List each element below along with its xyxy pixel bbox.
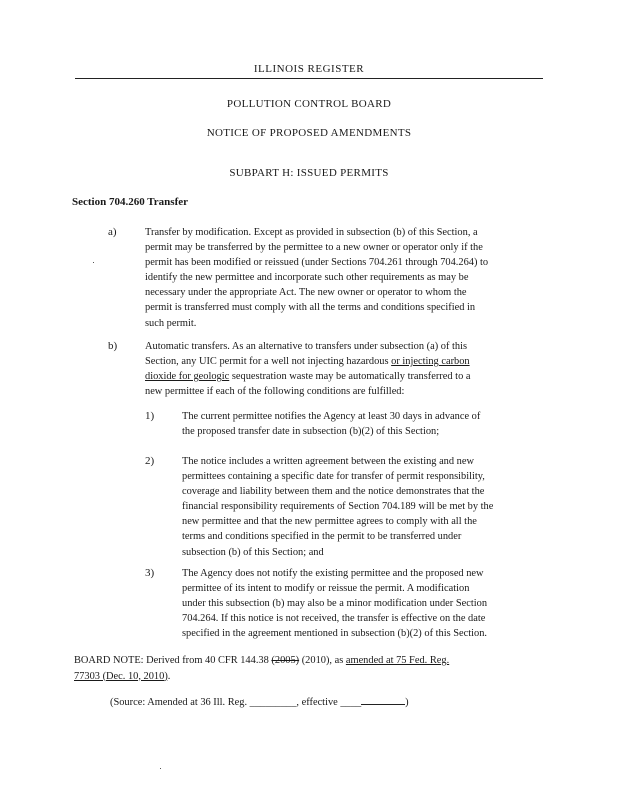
board-note-text: (2010), as	[299, 655, 346, 666]
item-a-line: Transfer by modification. Except as provided in subsection (b) of this Section, a	[145, 227, 478, 238]
item-b-text	[145, 339, 543, 399]
inserted-text: 77303 (Dec. 10, 2010)	[74, 670, 168, 682]
blank-line	[361, 694, 405, 705]
board-name: POLLUTION CONTROL BOARD	[226, 98, 392, 110]
subitem-1-line: the proposed transfer date in subsection (b)(2) of this Section;	[182, 426, 440, 438]
subitem-2-line: financial responsibility requirements of Section 704.189 will be met by the	[182, 501, 494, 513]
subitem-2-text	[182, 454, 542, 560]
deleted-text: (2005)	[271, 655, 300, 666]
scan-speck	[160, 768, 161, 769]
item-b-line	[145, 369, 543, 384]
subitem-3-line: 704.264. If this notice is not received, the transfer is effective on the date	[182, 613, 486, 625]
item-a-line: necessary under the appropriate Act. The new owner or operator to whom the	[145, 287, 467, 299]
inserted-text: dioxide for geologic	[145, 371, 230, 383]
board-note	[74, 653, 544, 684]
section-heading: Section 704.260 Transfer	[72, 196, 188, 208]
item-b-line	[145, 354, 543, 369]
subitem-3-line: specified in the agreement mentioned in subsection (b)(2) of this Section.	[182, 628, 487, 640]
header-rule	[75, 78, 543, 79]
source-line	[110, 694, 409, 708]
board-note-line	[74, 653, 544, 669]
item-b-line: Automatic transfers. As an alternative to transfers under subsection (a) of this	[145, 341, 468, 352]
item-a-line: such permit.	[145, 317, 197, 329]
item-a-line: permit is transferred must comply with all the terms and conditions specified in	[145, 302, 476, 314]
item-b-text-fragment: Section, any UIC permit for a well not injecting hazardous	[145, 356, 392, 368]
subitem-2-line: coverage and liability between them and the notice demonstrates that the	[182, 486, 485, 498]
subitem-1-text	[182, 409, 542, 439]
subitem-3-line: The Agency does not notify the existing permittee and the proposed new	[182, 568, 484, 579]
subitem-3-line: under this subsection (b) may also be a minor modification under Section	[182, 598, 488, 610]
subitem-2-label: 2)	[145, 455, 155, 467]
item-a-label: a)	[108, 226, 117, 238]
source-end: )	[405, 697, 409, 708]
subitem-2-line: subsection (b) of this Section; and	[182, 546, 324, 558]
notice-title: NOTICE OF PROPOSED AMENDMENTS	[206, 127, 412, 139]
subitem-3-text	[182, 566, 542, 641]
item-a-line: identify the new permittee and incorporate such other requirements as may be	[145, 272, 469, 284]
subitem-1-line: The current permittee notifies the Agency at least 30 days in advance of	[182, 411, 481, 422]
item-b-line: new permittee if each of the following conditions are fulfilled:	[145, 386, 405, 398]
subitem-3-label: 3)	[145, 567, 155, 579]
item-a-text	[145, 225, 543, 331]
subitem-2-line: new permittee and that the new permittee agrees to comply with all the	[182, 516, 477, 528]
source-text: (Source: Amended at 36 Ill. Reg. _________, effective ____	[110, 697, 362, 708]
subitem-2-line: The notice includes a written agreement between the existing and new	[182, 456, 474, 467]
item-b-text-fragment: sequestration waste may be automatically transferred to a	[229, 371, 471, 383]
subpart-title: SUBPART H: ISSUED PERMITS	[229, 167, 389, 179]
scan-speck	[93, 262, 94, 263]
item-a-line: permit may be transferred by the permittee to a new owner or operator only if the	[145, 242, 483, 254]
register-title: ILLINOIS REGISTER	[253, 63, 365, 75]
board-note-text: .	[167, 670, 171, 682]
inserted-text: amended at 75 Fed. Reg.	[345, 655, 450, 666]
inserted-text: or injecting carbon	[391, 356, 470, 368]
item-b-label: b)	[108, 340, 118, 352]
subitem-2-line: terms and conditions specified in the permit to be transferred under	[182, 531, 462, 543]
board-note-text: BOARD NOTE: Derived from 40 CFR 144.38	[74, 655, 272, 666]
board-note-line	[74, 669, 544, 685]
subitem-2-line: permittees containing a specific date for transfer of permit responsibility,	[182, 471, 485, 483]
item-a-line: permit has been modified or reissued (under Sections 704.261 through 704.264) to	[145, 257, 489, 269]
subitem-3-line: permittee of its intent to modify or reissue the permit. A modification	[182, 583, 470, 595]
subitem-1-label: 1)	[145, 410, 155, 422]
